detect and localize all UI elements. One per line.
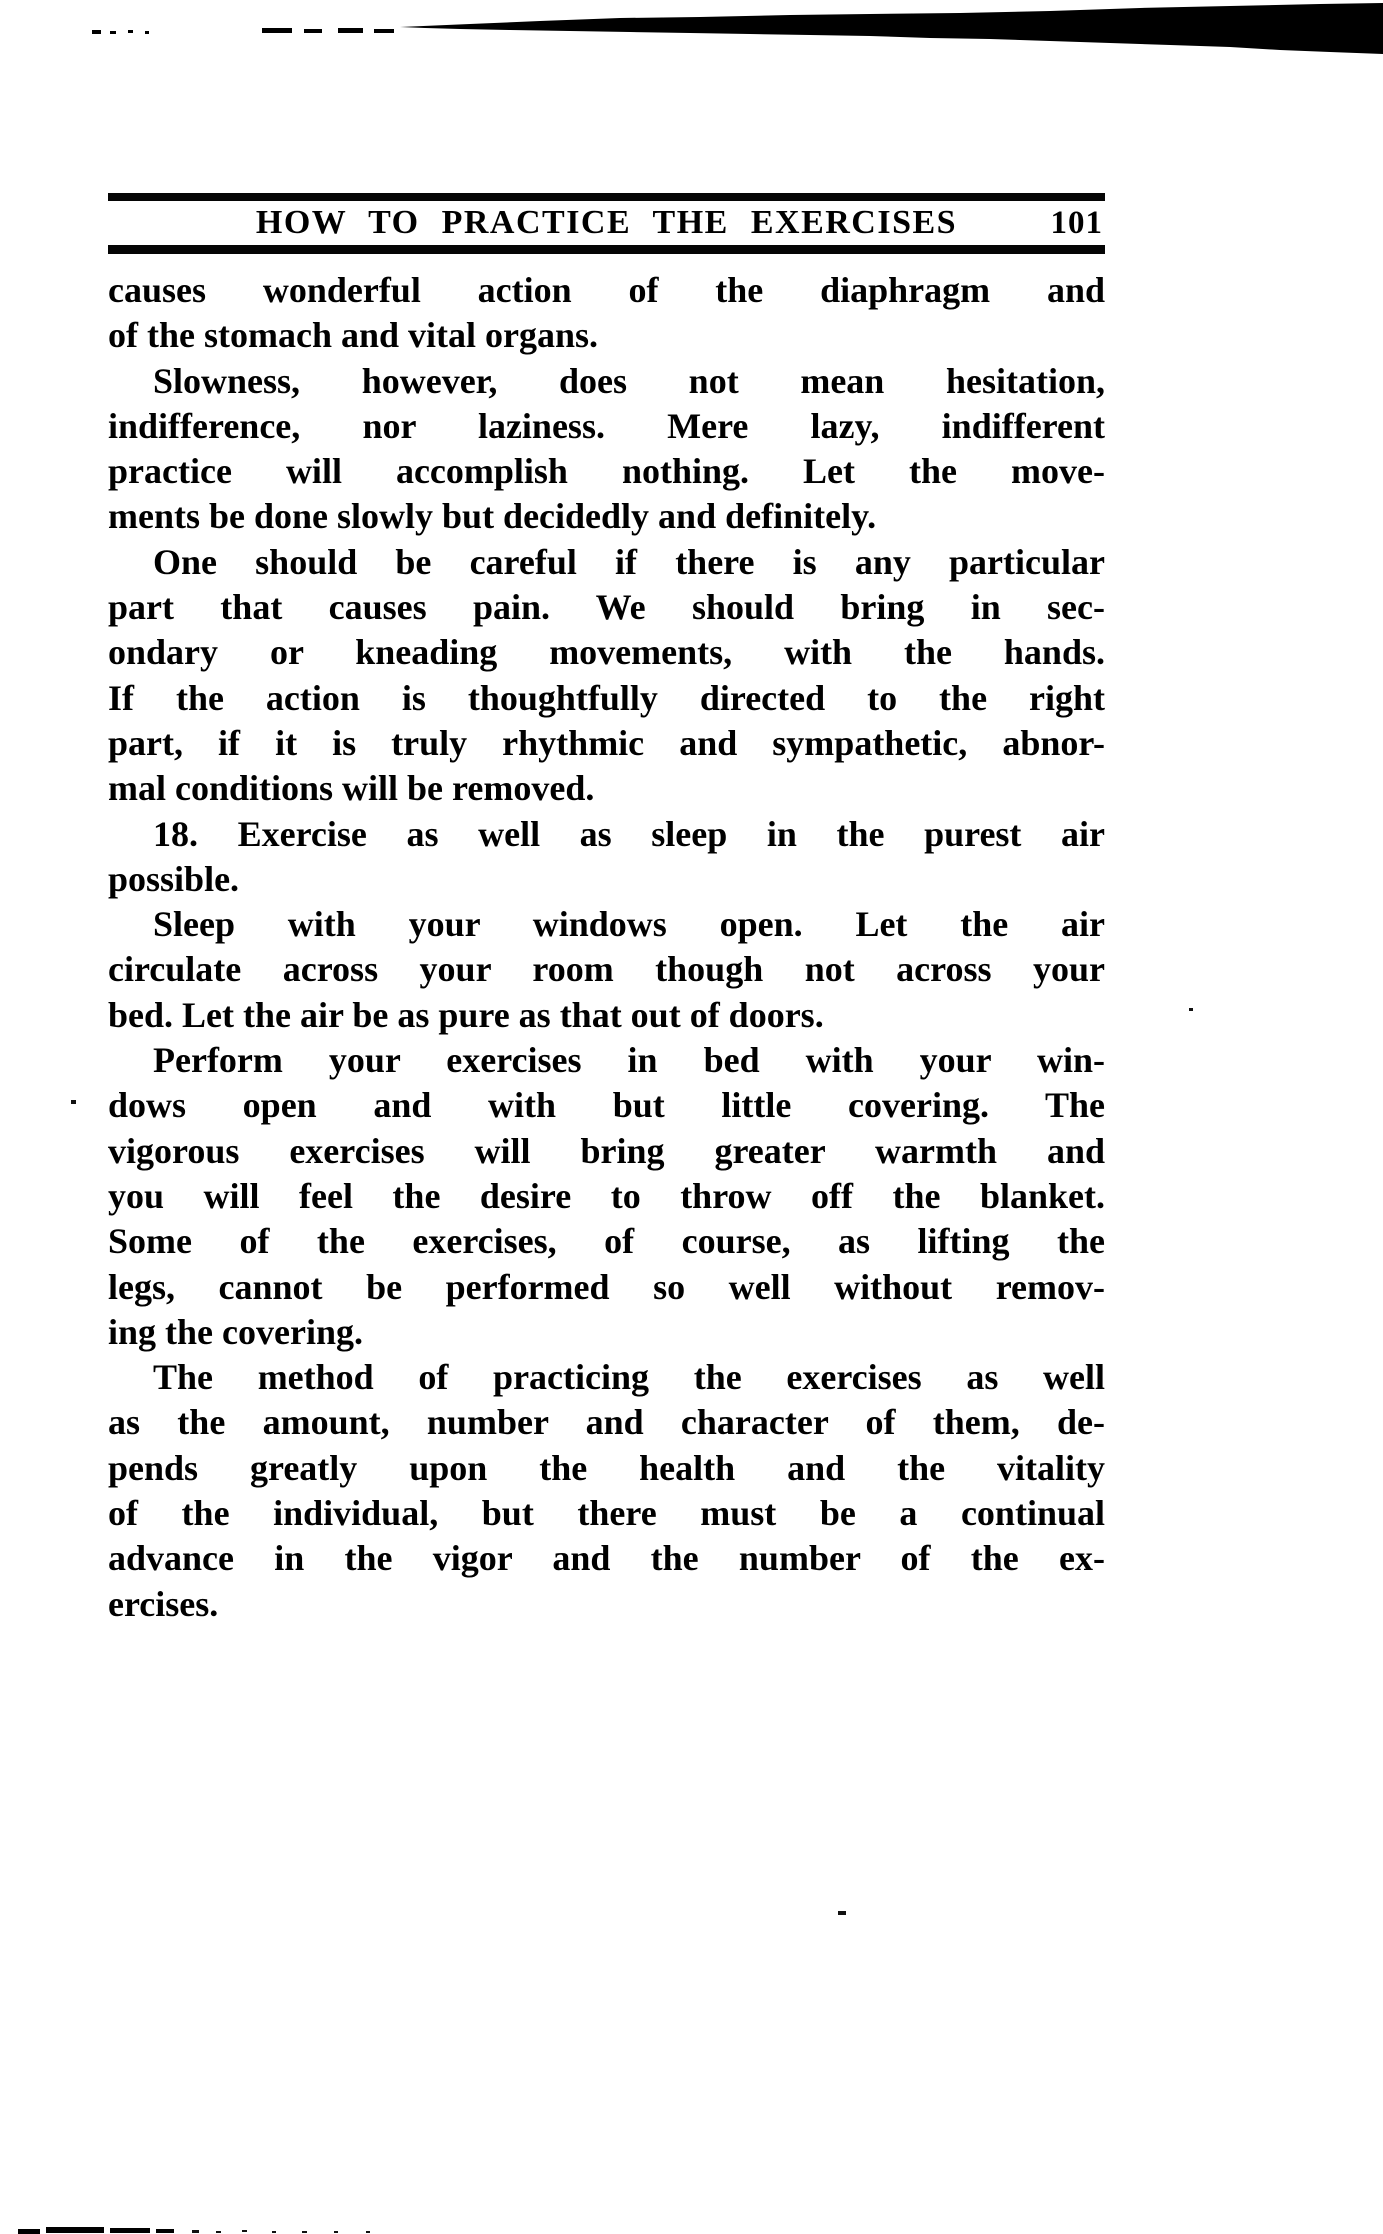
scan-artifact-top-bar bbox=[0, 0, 1383, 64]
text-line: of the stomach and vital organs. bbox=[108, 315, 599, 356]
scan-artifact-bottom bbox=[46, 2227, 104, 2233]
text-line: pends greatly upon the health and the vitality bbox=[108, 1447, 1105, 1488]
text-line: 18. Exercise as well as sleep in the purest air bbox=[153, 813, 1105, 854]
text-line: ercises. bbox=[108, 1583, 219, 1624]
scan-artifact-bottom bbox=[110, 2228, 150, 2233]
text-line: ments be done slowly but decidedly and definitely. bbox=[108, 496, 877, 537]
text-line: If the action is thoughtfully directed to the right bbox=[108, 677, 1105, 718]
text-line: advance in the vigor and the number of the ex- bbox=[108, 1538, 1105, 1579]
text-line: practice will accomplish nothing. Let the move- bbox=[108, 451, 1105, 492]
text-line: mal conditions will be removed. bbox=[108, 768, 595, 809]
body-text bbox=[108, 268, 1105, 1627]
scan-speck bbox=[334, 2231, 338, 2233]
text-line: ondary or kneading movements, with the hands. bbox=[108, 632, 1105, 673]
text-line: of the individual, but there must be a continual bbox=[108, 1493, 1105, 1534]
scan-speck bbox=[302, 2231, 307, 2233]
text-line: dows open and with but little covering. The bbox=[108, 1085, 1105, 1126]
scan-speck bbox=[242, 2230, 247, 2232]
text-line: Perform your exercises in bed with your win- bbox=[153, 1040, 1105, 1081]
scan-speck bbox=[1189, 1008, 1193, 1011]
text-line: you will feel the desire to throw off the blanket. bbox=[108, 1175, 1105, 1216]
scan-speck bbox=[838, 1911, 846, 1915]
text-line: bed. Let the air be as pure as that out of doors. bbox=[108, 994, 824, 1035]
scan-speck bbox=[216, 2231, 221, 2233]
page-number: 101 bbox=[1050, 205, 1103, 241]
text-line: Slowness, however, does not mean hesitation, bbox=[153, 360, 1105, 401]
scan-speck bbox=[192, 2230, 199, 2233]
running-head bbox=[108, 201, 1105, 245]
scan-artifact-bottom bbox=[156, 2229, 174, 2233]
scan-artifact-bottom bbox=[18, 2229, 40, 2234]
text-line: as the amount, number and character of them, de- bbox=[108, 1402, 1105, 1443]
scan-speck bbox=[366, 2231, 370, 2233]
text-line: indifference, nor laziness. Mere lazy, indifferent bbox=[108, 405, 1105, 446]
text-line: possible. bbox=[108, 858, 240, 899]
header-rule-top bbox=[108, 193, 1105, 201]
scan-speck bbox=[272, 2231, 276, 2233]
text-line: One should be careful if there is any particular bbox=[153, 541, 1105, 582]
page-title: HOW TO PRACTICE THE EXERCISES bbox=[255, 204, 958, 241]
text-line: The method of practicing the exercises as well bbox=[153, 1357, 1105, 1398]
text-line: part that causes pain. We should bring in sec- bbox=[108, 587, 1105, 628]
text-line: vigorous exercises will bring greater warmth and bbox=[108, 1130, 1105, 1171]
text-line: legs, cannot be performed so well without remov- bbox=[108, 1266, 1105, 1307]
text-line: Some of the exercises, of course, as lifting the bbox=[108, 1221, 1105, 1262]
scan-speck bbox=[71, 1100, 76, 1104]
text-line: causes wonderful action of the diaphragm and bbox=[108, 270, 1105, 310]
header-rule-bottom bbox=[108, 245, 1105, 254]
text-line: circulate across your room though not across your bbox=[108, 949, 1105, 990]
text-line: part, if it is truly rhythmic and sympathetic, abnor- bbox=[108, 722, 1105, 763]
text-line: ing the covering. bbox=[108, 1311, 363, 1352]
text-line: Sleep with your windows open. Let the air bbox=[153, 904, 1105, 945]
